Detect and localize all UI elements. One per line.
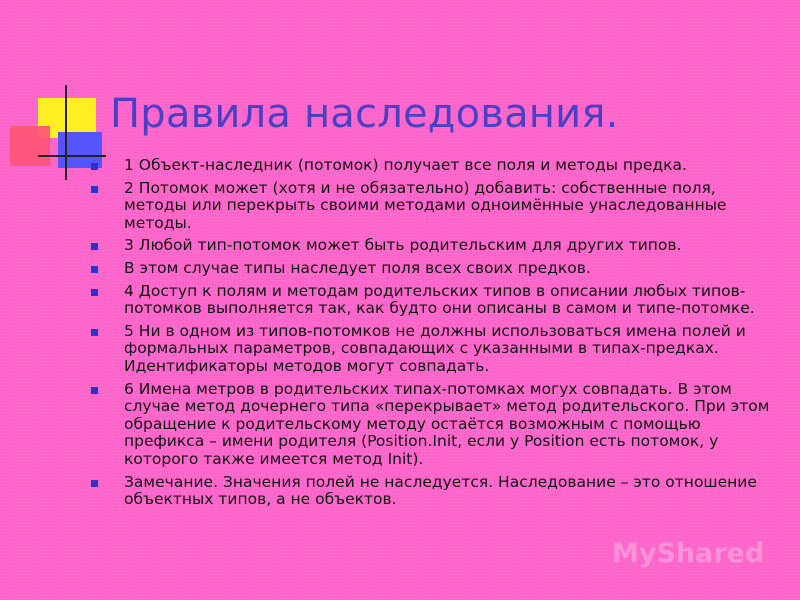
list-item-text: В этом случае типы наследует поля всех своих предков.	[124, 258, 591, 277]
square-bullet-icon	[91, 163, 98, 170]
square-bullet-icon	[91, 289, 98, 296]
list-item	[90, 237, 770, 255]
bullet-list	[90, 157, 770, 514]
logo-red-square	[10, 126, 50, 166]
watermark-logo: MyShared	[612, 538, 765, 569]
list-item-text: 6 Имена метров в родительских типах-потомках могух совпадать. В этом случае метод дочернего типа «перекрывает» метод родительского. При этом обращение к родительскому методу остаётся возможным с помощью префикса – имени родителя (Position.Init, если у Position есть потомок, у которого также имеется метод Init).	[124, 379, 770, 468]
list-item-text: Замечание. Значения полей не наследуется. Наследование – это отношение объектных типов, а не объектов.	[124, 472, 757, 509]
list-item	[90, 260, 770, 278]
list-item	[90, 157, 770, 175]
square-bullet-icon	[91, 266, 98, 273]
list-item-text: 4 Доступ к полям и методам родительских типов в описании любых типов-потомков выполняется так, как будто они описаны в самом и типе-потомке.	[124, 281, 755, 318]
square-bullet-icon	[91, 186, 98, 193]
square-bullet-icon	[91, 387, 98, 394]
square-bullet-icon	[91, 480, 98, 487]
list-item-text: 5 Ни в одном из типов-потомков не должны использоваться имена полей и формальных параметров, совпадающих с указанными в типах-предках. Идентификаторы методов могут совпадать.	[124, 321, 746, 375]
list-item	[90, 474, 770, 509]
list-item	[90, 283, 770, 318]
list-item	[90, 381, 770, 469]
square-bullet-icon	[91, 243, 98, 250]
square-bullet-icon	[91, 329, 98, 336]
list-item-text: 3 Любой тип-потомок может быть родительским для других типов.	[124, 236, 682, 255]
list-item-text: 1 Объект-наследник (потомок) получает все поля и методы предка.	[124, 156, 687, 174]
slide-title: Правила наследования.	[110, 91, 619, 137]
logo-vertical-line	[65, 85, 67, 180]
list-item	[90, 323, 770, 376]
list-item-text: 2 Потомок может (хотя и не обязательно) добавить: собственные поля, методы или перекрыть своими методами одноимённые унаследованные методы.	[124, 178, 727, 232]
list-item	[90, 180, 770, 233]
